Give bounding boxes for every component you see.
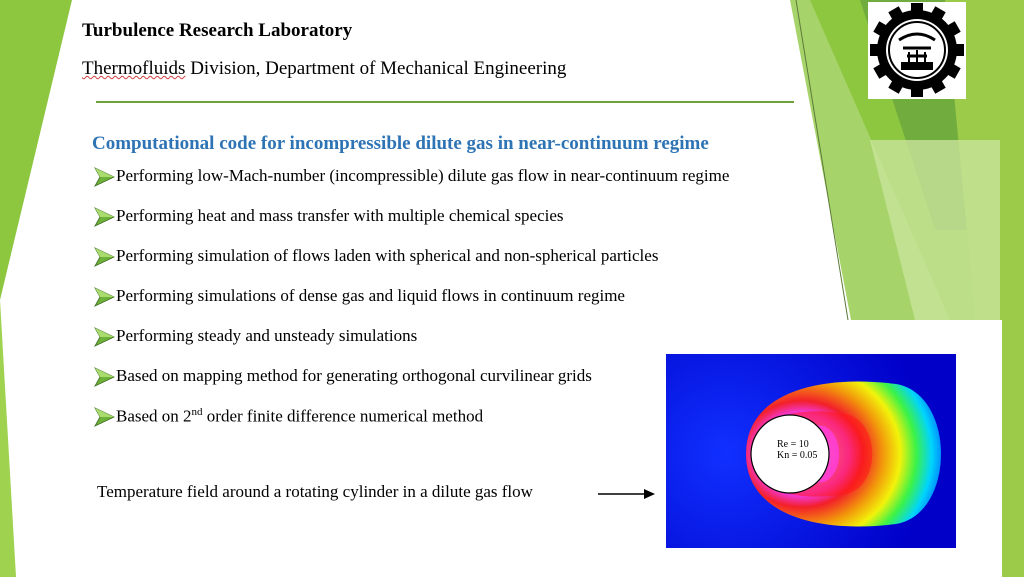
bullet-text: Based on mapping method for generating orthogonal curvilinear grids: [116, 366, 592, 385]
list-item: [94, 286, 729, 326]
bullet-text: Performing steady and unsteady simulations: [116, 326, 418, 345]
university-logo-icon: [868, 2, 966, 99]
ordinal-superscript: nd: [191, 406, 203, 418]
list-item: [94, 206, 729, 246]
bullet-arrow-icon: [94, 247, 115, 267]
bullet-text: Performing heat and mass transfer with multiple chemical species: [116, 206, 564, 225]
division-subtitle-word: Thermofluids: [82, 58, 186, 79]
bullet-arrow-icon: [94, 287, 115, 307]
header-divider: [96, 101, 794, 103]
slide-heading: Computational code for incompressible dilute gas in near-continuum regime: [92, 133, 709, 154]
list-item: [94, 166, 729, 206]
bullet-arrow-icon: [94, 167, 115, 187]
bullet-text: Performing simulations of dense gas and liquid flows in continuum regime: [116, 286, 625, 305]
bullet-text: Performing low-Mach-number (incompressible) dilute gas flow in near-continuum regime: [116, 166, 730, 185]
bullet-text: [116, 406, 483, 427]
bullet-arrow-icon: [94, 327, 115, 347]
bullet-text-part: Based on 2: [116, 406, 192, 426]
right-arrow-icon: [598, 487, 656, 501]
bullet-text: Performing simulation of flows laden with spherical and non-spherical particles: [116, 246, 659, 265]
list-item: [94, 246, 729, 286]
lab-name-title: Turbulence Research Laboratory: [82, 20, 353, 41]
knudsen-number-label: Kn = 0.05: [777, 450, 818, 461]
list-item: [94, 366, 729, 406]
flow-parameters: [777, 439, 817, 461]
division-subtitle-rest: Division, Department of Mechanical Engineering: [185, 58, 567, 79]
bullet-arrow-icon: [94, 207, 115, 227]
bullet-text-part: order finite difference numerical method: [202, 406, 484, 426]
list-item: [94, 406, 729, 446]
reynolds-number-label: Re = 10: [777, 439, 809, 450]
list-item: [94, 326, 729, 366]
bullet-arrow-icon: [94, 407, 115, 427]
bullet-arrow-icon: [94, 367, 115, 387]
division-subtitle: [82, 58, 566, 80]
figure-caption: Temperature field around a rotating cylinder in a dilute gas flow: [97, 482, 533, 501]
feature-list: [94, 166, 729, 446]
